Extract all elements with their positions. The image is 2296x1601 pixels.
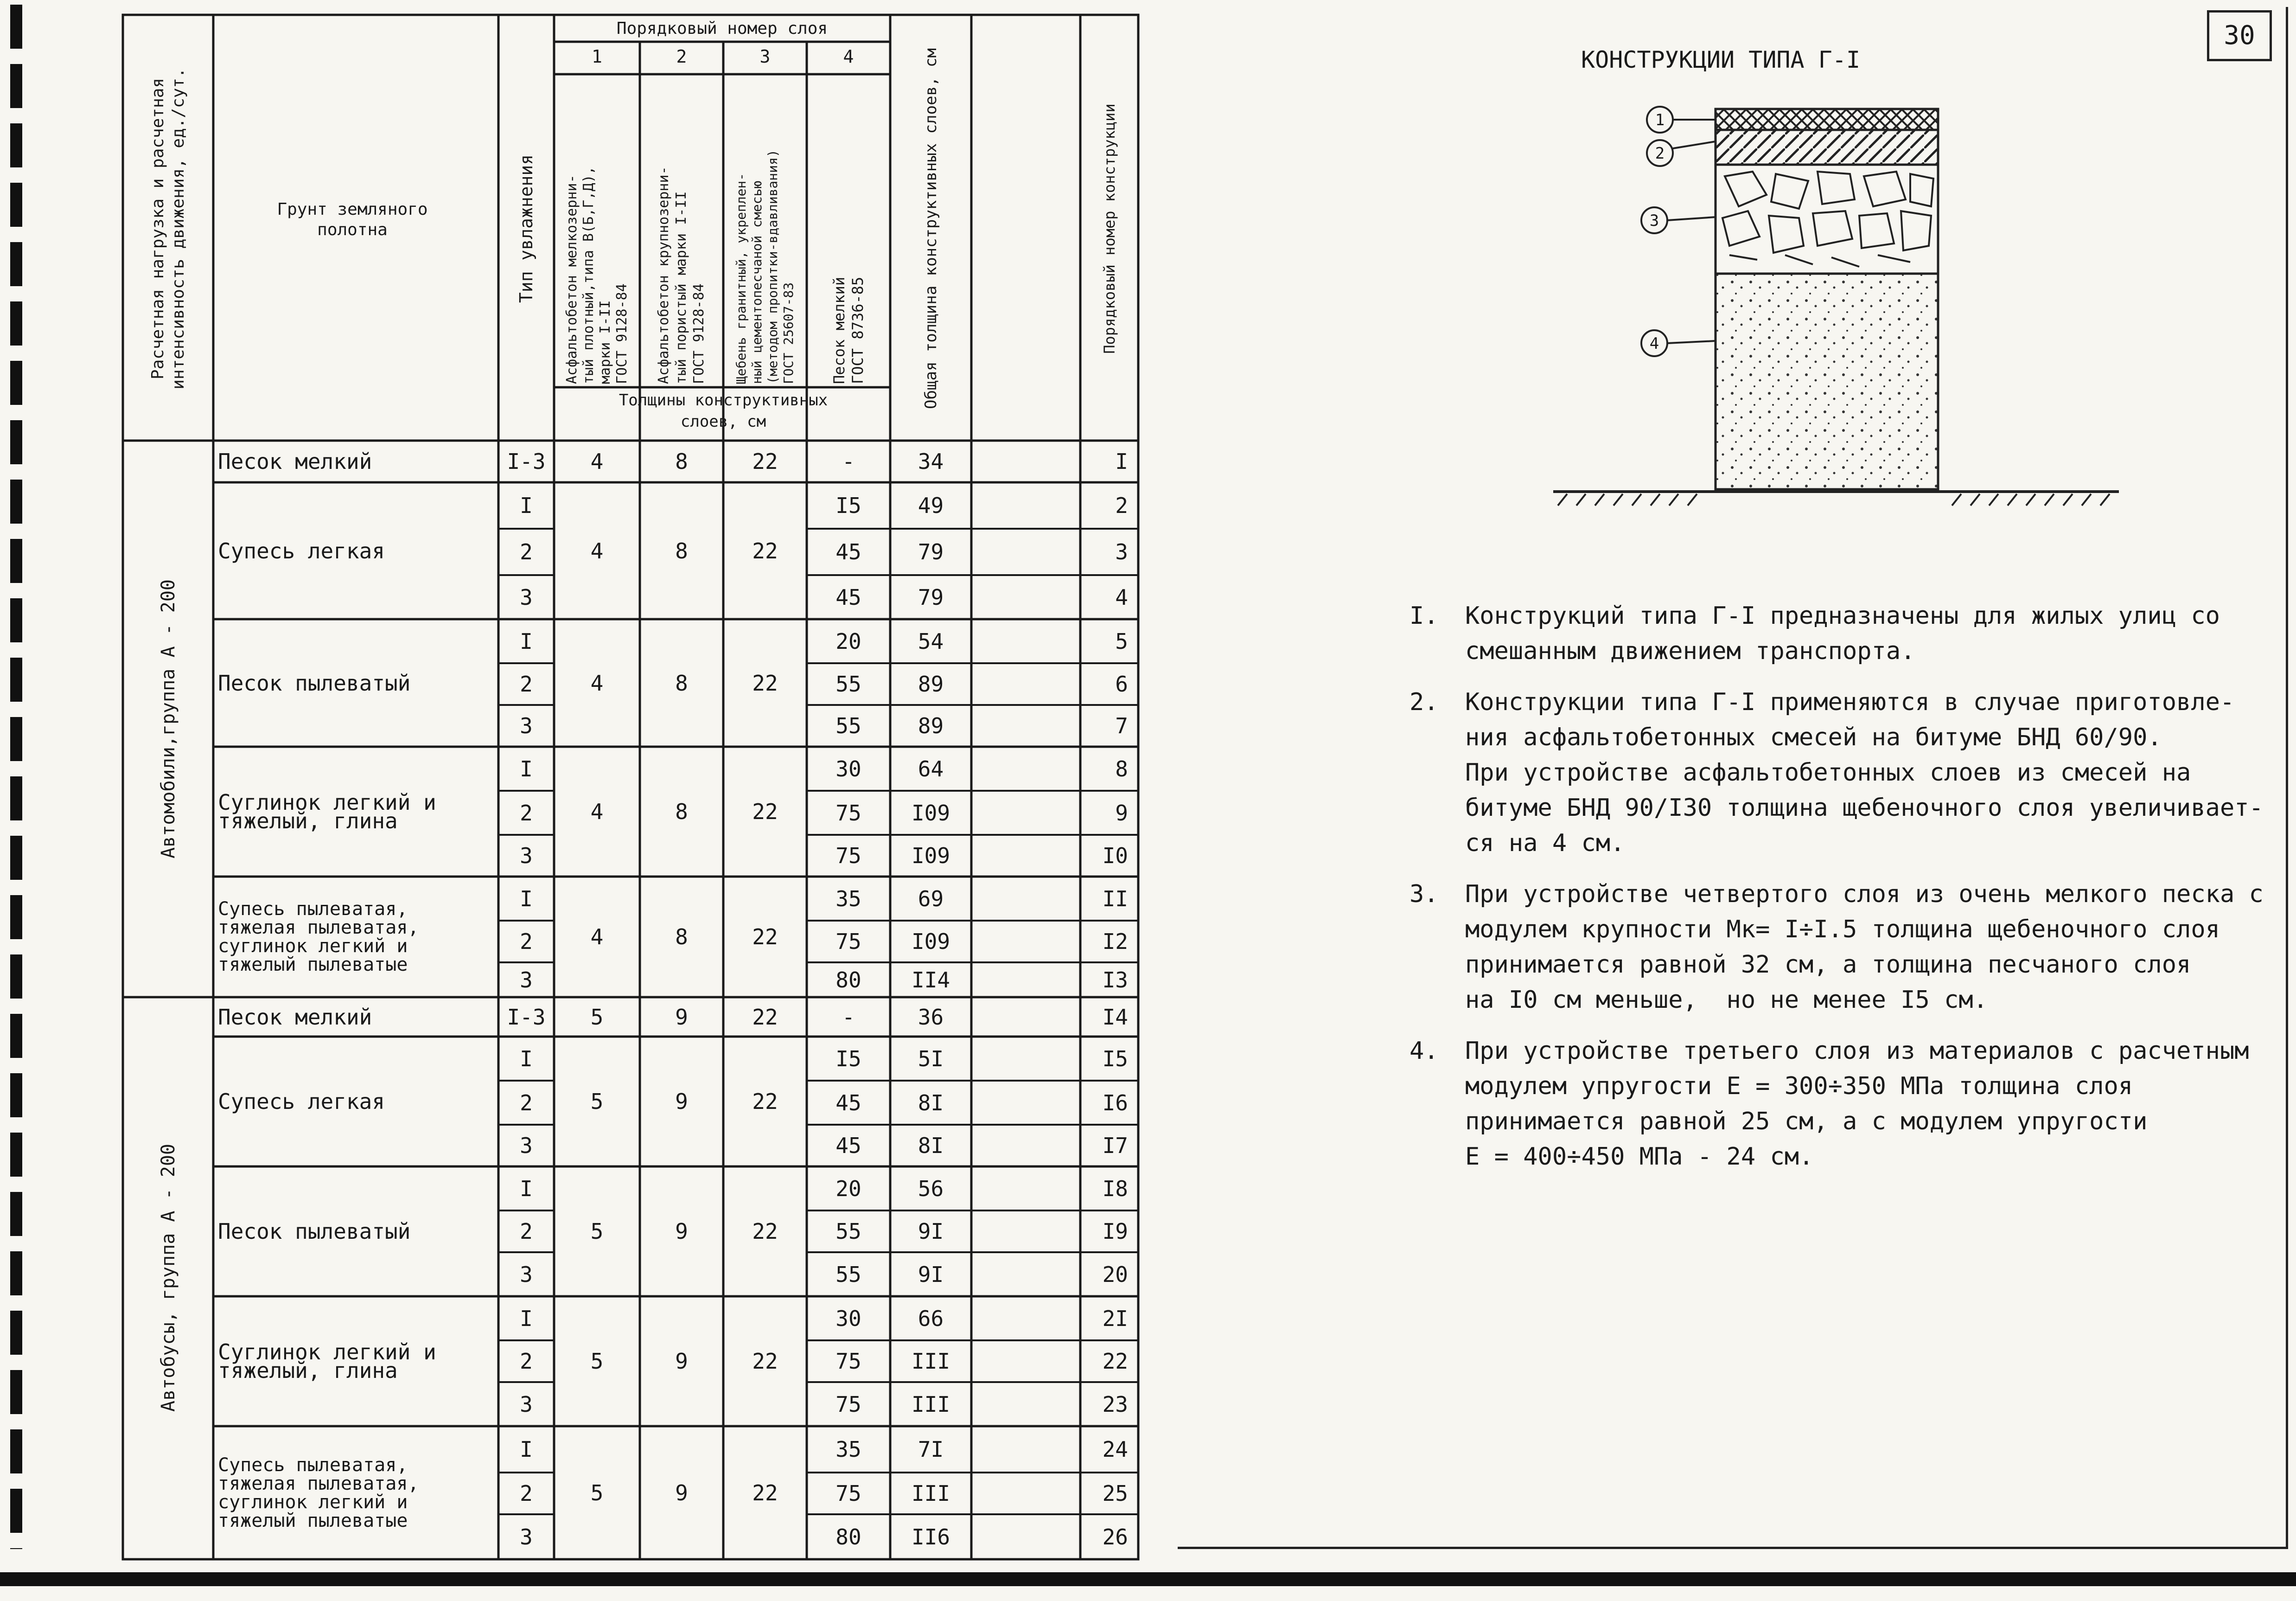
- layer-3-thickness: 22: [752, 538, 778, 564]
- total-thickness: 34: [918, 449, 944, 474]
- total-thickness: 69: [918, 886, 944, 911]
- layer-2-thickness: 8: [675, 924, 688, 949]
- note-text: При устройстве третьего слоя из материалов с расчетным модулем упругости Е = 300÷350 МПа толщина слоя принимается равной 25 см, а с модулем упругости Е = 400÷450 МПа - 24 см.: [1465, 1037, 2249, 1171]
- layer-3-thickness: 22: [752, 1004, 778, 1030]
- layer-3-thickness: 22: [752, 1089, 778, 1114]
- construction-number: 2: [1115, 493, 1128, 518]
- layer-1-thickness: 5: [590, 1349, 604, 1374]
- construction-number: I9: [1102, 1219, 1128, 1244]
- construction-number: 5: [1115, 628, 1128, 654]
- note-number: I.: [1409, 602, 1439, 630]
- layer-3-thickness: 22: [752, 1480, 778, 1505]
- layer-1-material: Асфальтобетон мелкозерни- тый плотный,типа В(Б,Г,Д), марки I-II ГОСТ 9128-84: [563, 166, 630, 384]
- layer-1-thickness: 4: [590, 449, 604, 474]
- notes-list: [1409, 598, 2272, 1190]
- layer-4-thickness: 20: [835, 1176, 861, 1201]
- soil-name: Песок мелкий: [218, 1004, 372, 1030]
- layer-1-thickness: 5: [590, 1089, 604, 1114]
- layer-3-material: Щебень гранитный, укреплен- ный цементопесчаной смесью (методом пропитки-вдавливания) ГОСТ 25607-83: [733, 149, 796, 384]
- total-thickness: III: [911, 1481, 950, 1506]
- layer-4-thickness: I5: [835, 1046, 861, 1071]
- layer-4-thickness: 45: [835, 1133, 861, 1158]
- layer-2-thickness: 9: [675, 1004, 688, 1030]
- total-thickness: 79: [918, 539, 944, 564]
- construction-number: 7: [1115, 713, 1128, 738]
- soil-name: Суглинок легкий и тяжелый, глина: [218, 790, 436, 833]
- moisture-type: 2: [520, 672, 533, 697]
- moisture-type: 2: [520, 1219, 533, 1244]
- construction-number: II: [1102, 886, 1128, 911]
- layer-3-thickness: 22: [752, 799, 778, 824]
- layer-2-thickness: 8: [675, 449, 688, 474]
- layer-4-thickness: -: [842, 449, 855, 474]
- group-label-cars: Автомобили,группа А - 200: [157, 579, 179, 859]
- total-thickness: II6: [911, 1524, 950, 1550]
- moisture-type: 2: [520, 800, 533, 826]
- moisture-type: 2: [520, 929, 533, 954]
- layer-4-material: Песок мелкий ГОСТ 8736-85: [830, 276, 867, 384]
- total-thickness: I09: [911, 843, 950, 868]
- layer-3-thickness: 22: [752, 449, 778, 474]
- layer-1-thickness: 4: [590, 799, 604, 824]
- moisture-type: I-3: [507, 449, 546, 474]
- note-text: При устройстве четвертого слоя из очень мелкого песка с модулем крупности Мк= I÷I.5 толщина щебеночного слоя принимается равной 32 см, а толщина песчаного слоя на I0 см меньше, но не менее I5 см.: [1465, 880, 2264, 1014]
- layer-4-thickness: 75: [835, 800, 861, 826]
- construction-number: 3: [1115, 539, 1128, 564]
- moisture-type: 2: [520, 539, 533, 564]
- construction-number: I6: [1102, 1090, 1128, 1115]
- layer-4-thickness: 80: [835, 967, 861, 993]
- total-thickness: 89: [918, 713, 944, 738]
- moisture-type: I: [520, 1176, 533, 1201]
- note-1: [1409, 598, 2272, 669]
- group-label-buses: Автобусы, группа А - 200: [157, 1144, 179, 1412]
- moisture-type: 3: [520, 1391, 533, 1417]
- layer-4-thickness: 75: [835, 929, 861, 954]
- header-layer-4: 4: [843, 46, 854, 67]
- layer-4-thickness: 75: [835, 843, 861, 868]
- layer-4-thickness: 35: [835, 886, 861, 911]
- layer-3-rect: [1716, 165, 1938, 274]
- header-construction-number: Порядковый номер конструкции: [1100, 103, 1118, 354]
- construction-number: 2I: [1102, 1306, 1128, 1331]
- layer-1-thickness: 4: [590, 670, 604, 696]
- note-3: [1409, 877, 2272, 1018]
- construction-number: 9: [1115, 800, 1128, 826]
- soil-name: Песок пылеватый: [218, 670, 411, 696]
- layer-4-thickness: 30: [835, 1306, 861, 1331]
- moisture-type: 3: [520, 967, 533, 993]
- layer-4-thickness: 55: [835, 1262, 861, 1287]
- total-thickness: 8I: [918, 1133, 944, 1158]
- construction-number: I4: [1102, 1004, 1128, 1030]
- total-thickness: III: [911, 1391, 950, 1417]
- header-total-thickness: Общая толщина конструктивных слоев, см: [921, 48, 940, 409]
- total-thickness: 36: [918, 1004, 944, 1030]
- construction-number: 22: [1102, 1349, 1128, 1374]
- total-thickness: 9I: [918, 1219, 944, 1244]
- note-2: [1409, 685, 2272, 861]
- construction-number: I8: [1102, 1176, 1128, 1201]
- layer-4-thickness: 45: [835, 1090, 861, 1115]
- moisture-type: I: [520, 1437, 533, 1462]
- callout-4-label: 4: [1649, 334, 1659, 353]
- layer-2-thickness: 9: [675, 1089, 688, 1114]
- moisture-type: 3: [520, 1262, 533, 1287]
- total-thickness: I09: [911, 929, 950, 954]
- header-layer-1: 1: [592, 46, 602, 67]
- header-moisture-type: Тип увлажнения: [516, 154, 536, 303]
- layer-4-thickness: 30: [835, 756, 861, 781]
- construction-number: 20: [1102, 1262, 1128, 1287]
- total-thickness: 8I: [918, 1090, 944, 1115]
- layer-4-thickness: 55: [835, 713, 861, 738]
- total-thickness: III: [911, 1349, 950, 1374]
- soil-name: Супесь легкая: [218, 538, 385, 564]
- moisture-type: 3: [520, 584, 533, 610]
- construction-number: 8: [1115, 756, 1128, 781]
- layer-2-material: Асфальтобетон крупнозерни- тый пористый марки I-II ГОСТ 9128-84: [656, 166, 707, 384]
- construction-table: [0, 0, 1150, 1577]
- note-number: 3.: [1409, 880, 1439, 908]
- moisture-type: I: [520, 1046, 533, 1071]
- page-number-box: [2207, 10, 2272, 61]
- construction-number: I7: [1102, 1133, 1128, 1158]
- layer-3-thickness: 22: [752, 1219, 778, 1244]
- construction-number: I3: [1102, 967, 1128, 993]
- layer-3-thickness: 22: [752, 924, 778, 949]
- layer-2-thickness: 9: [675, 1349, 688, 1374]
- header-thickness: Толщины конструктивных слоев, см: [619, 391, 828, 431]
- moisture-type: I: [520, 1306, 533, 1331]
- layer-4-thickness: 45: [835, 584, 861, 610]
- layer-4-thickness: 55: [835, 672, 861, 697]
- layer-4-thickness: 35: [835, 1437, 861, 1462]
- callout-2-label: 2: [1655, 144, 1665, 163]
- layer-4-thickness: 20: [835, 628, 861, 654]
- layer-4-thickness: 75: [835, 1481, 861, 1506]
- total-thickness: 49: [918, 493, 944, 518]
- total-thickness: 79: [918, 584, 944, 610]
- moisture-type: 3: [520, 1133, 533, 1158]
- header-layer-number: Порядковый номер слоя: [616, 19, 828, 38]
- header-soil: Грунт земляного полотна: [277, 200, 428, 239]
- layer-1-thickness: 4: [590, 924, 604, 949]
- note-4: [1409, 1033, 2272, 1174]
- moisture-type: I: [520, 493, 533, 518]
- total-thickness: 66: [918, 1306, 944, 1331]
- layer-2-thickness: 8: [675, 538, 688, 564]
- header-load-intensity: Расчетная нагрузка и расчетная интенсивность движения, ед./сут.: [148, 67, 188, 390]
- moisture-type: I: [520, 756, 533, 781]
- moisture-type: 3: [520, 713, 533, 738]
- moisture-type: 3: [520, 1524, 533, 1550]
- diagram-title: КОНСТРУКЦИИ ТИПА Г-I: [1581, 46, 1861, 73]
- layer-2-thickness: 9: [675, 1480, 688, 1505]
- soil-name: Суглинок легкий и тяжелый, глина: [218, 1339, 436, 1383]
- construction-number: I0: [1102, 843, 1128, 868]
- layer-4-thickness: 75: [835, 1391, 861, 1417]
- note-number: 4.: [1409, 1037, 1439, 1065]
- construction-number: I: [1115, 449, 1128, 474]
- construction-number: 24: [1102, 1437, 1128, 1462]
- construction-number: 26: [1102, 1524, 1128, 1550]
- layer-4-thickness: 55: [835, 1219, 861, 1244]
- construction-number: 25: [1102, 1481, 1128, 1506]
- layer-4-thickness: 75: [835, 1349, 861, 1374]
- total-thickness: 54: [918, 628, 944, 654]
- construction-number: I5: [1102, 1046, 1128, 1071]
- note-text: Конструкций типа Г-I предназначены для жилых улиц со смешанным движением транспорта.: [1465, 602, 2220, 665]
- layer-4-thickness: I5: [835, 493, 861, 518]
- layer-4-thickness: -: [842, 1004, 855, 1030]
- soil-name: Супесь пылеватая, тяжелая пылеватая, суглинок легкий и тяжелый пылеватые: [218, 898, 419, 975]
- moisture-type: I-3: [507, 1004, 546, 1030]
- layer-4-rect: [1716, 274, 1938, 489]
- layer-2-thickness: 8: [675, 799, 688, 824]
- soil-name: Песок мелкий: [218, 449, 372, 474]
- layer-2-thickness: 8: [675, 670, 688, 696]
- callout-1-label: 1: [1655, 111, 1665, 129]
- page-number: 30: [2224, 20, 2255, 51]
- note-text: Конструкции типа Г-I применяются в случае приготовле- ния асфальтобетонных смесей на битуме БНД 60/90. При устройстве асфальтобетонных слоев из смесей на битуме БНД 90/I30 толщина щебеночного слоя увеличивает- ся на 4 см.: [1465, 688, 2264, 857]
- total-thickness: 89: [918, 672, 944, 697]
- moisture-type: 3: [520, 843, 533, 868]
- header-layer-3: 3: [759, 46, 771, 67]
- total-thickness: II4: [911, 967, 950, 993]
- soil-name: Супесь пылеватая, тяжелая пылеватая, суглинок легкий и тяжелый пылеватые: [218, 1454, 419, 1531]
- layer-3-thickness: 22: [752, 1349, 778, 1374]
- layer-diagram: [1507, 93, 2202, 510]
- total-thickness: 5I: [918, 1046, 944, 1071]
- layer-4-thickness: 80: [835, 1524, 861, 1550]
- ground-line: [1553, 492, 2119, 506]
- moisture-type: 2: [520, 1349, 533, 1374]
- layer-1-thickness: 4: [590, 538, 604, 564]
- layer-1-thickness: 5: [590, 1004, 604, 1030]
- moisture-type: I: [520, 628, 533, 654]
- header-layer-2: 2: [676, 46, 687, 67]
- construction-number: 6: [1115, 672, 1128, 697]
- layer-4-thickness: 45: [835, 539, 861, 564]
- total-thickness: 64: [918, 756, 944, 781]
- note-number: 2.: [1409, 688, 1439, 716]
- soil-name: Песок пылеватый: [218, 1219, 411, 1244]
- construction-number: 4: [1115, 584, 1128, 610]
- layer-3-thickness: 22: [752, 670, 778, 696]
- construction-number: I2: [1102, 929, 1128, 954]
- callout-3-label: 3: [1649, 211, 1659, 230]
- layer-2-thickness: 9: [675, 1219, 688, 1244]
- construction-number: 23: [1102, 1391, 1128, 1417]
- layer-1-rect: [1716, 109, 1938, 130]
- layer-1-thickness: 5: [590, 1480, 604, 1505]
- total-thickness: 7I: [918, 1437, 944, 1462]
- layer-2-rect: [1716, 130, 1938, 165]
- total-thickness: 9I: [918, 1262, 944, 1287]
- total-thickness: 56: [918, 1176, 944, 1201]
- layer-1-thickness: 5: [590, 1219, 604, 1244]
- moisture-type: 2: [520, 1481, 533, 1506]
- soil-name: Супесь легкая: [218, 1089, 385, 1114]
- total-thickness: I09: [911, 800, 950, 826]
- moisture-type: 2: [520, 1090, 533, 1115]
- moisture-type: I: [520, 886, 533, 911]
